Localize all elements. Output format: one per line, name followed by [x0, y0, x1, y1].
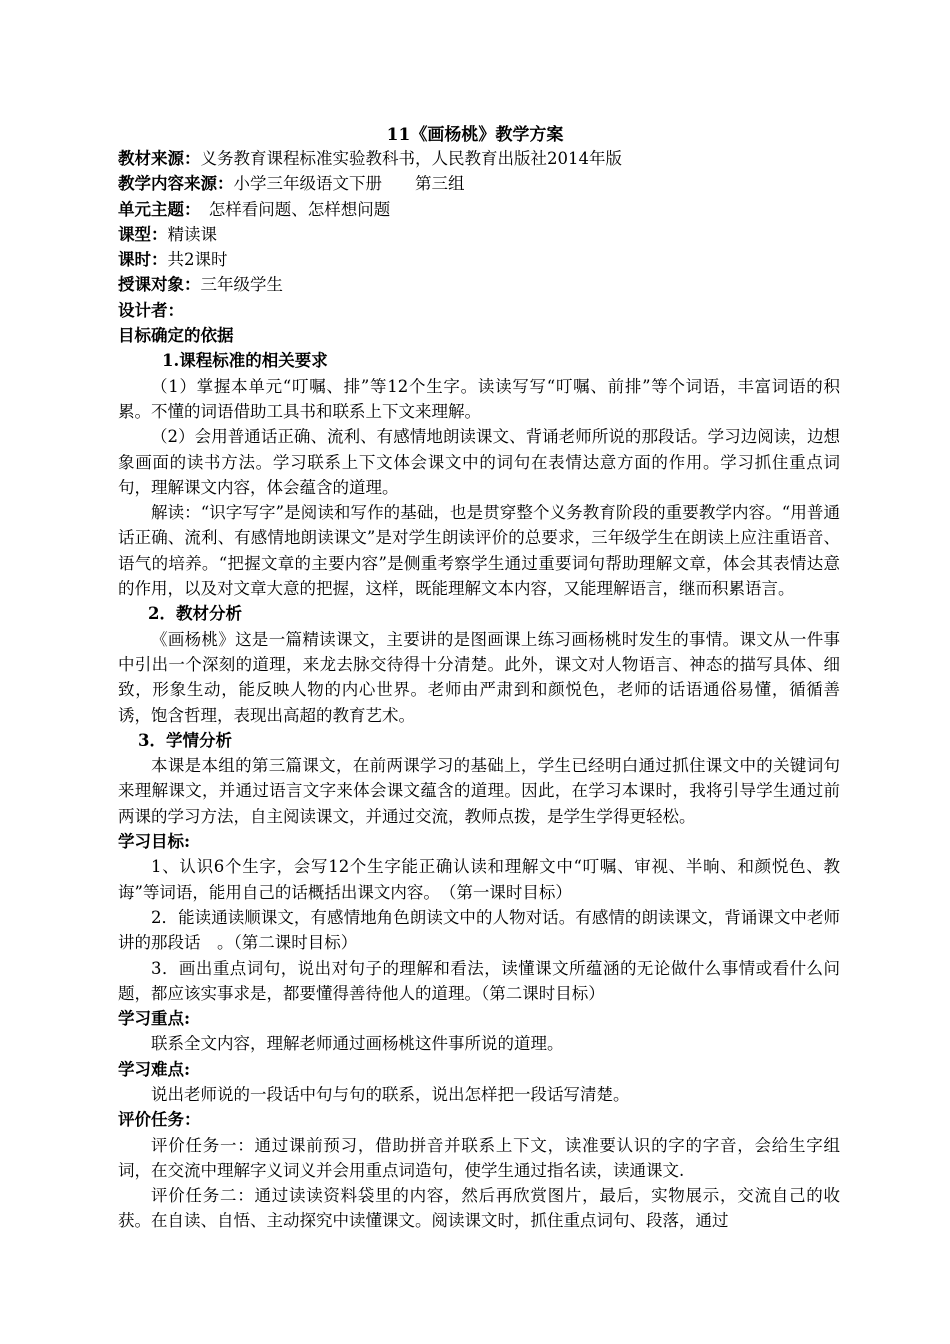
document-body	[118, 146, 840, 1234]
meta-row-unit-theme	[118, 197, 840, 222]
paragraph-focus: 联系全文内容，理解老师通过画杨桃这件事所说的道理。	[151, 1034, 564, 1054]
paragraph-learners: 本课是本组的第三篇课文，在前两课学习的基础上，学生已经明白通过抓住课文中的关键词句来理解课文，并通过语言文字来体会课文蕴含的道理。因此，在学习本课时，我将引导学生通过前两课的学习方法，自主阅读课文，并通过交流，教师点拨，是学生学得更轻松。	[118, 756, 840, 826]
meta-row-audience	[118, 272, 840, 297]
paragraph-standards-1: （1）掌握本单元“叮嘱、排”等12个生字。读读写写“叮嘱、前排”等个词语，丰富词语的积累。不懂的词语借助工具书和联系上下文来理解。	[118, 376, 840, 421]
section-heading-tasks: 评价任务：	[118, 1110, 201, 1130]
meta-value: 义务教育课程标准实验教科书，人民教育出版社2014年版	[200, 149, 622, 168]
subsection-heading-standards: 1.课程标准的相关要求	[162, 351, 328, 371]
task-2: 评价任务二：通过读读资料袋里的内容，然后再欣赏图片，最后，实物展示，交流自己的收获。在自读、自悟、主动探究中读懂课文。阅读课文时，抓住重点词句、段落，通过	[118, 1186, 840, 1231]
meta-value: 怎样看问题、怎样想问题	[192, 199, 391, 219]
document-title: 11《画杨桃》教学方案	[386, 125, 564, 145]
meta-row-designer	[118, 298, 840, 323]
meta-label: 课时：	[118, 250, 168, 270]
goal-3: 3．画出重点词句，说出对句子的理解和看法，读懂课文所蕴涵的无论做什么事情或看什么问题，都应该实事求是，都要懂得善待他人的道理。（第二课时目标）	[118, 958, 840, 1003]
section-heading-focus: 学习重点:	[118, 1009, 191, 1029]
meta-label: 课型：	[118, 224, 168, 244]
section-heading-goals: 学习目标:	[118, 832, 191, 852]
meta-label: 单元主题：	[118, 199, 193, 219]
meta-value: 小学三年级语文下册 第三组	[233, 174, 465, 194]
meta-row-periods	[118, 247, 840, 272]
goal-2: 2．能读通读顺课文，有感情地角色朗读文中的人物对话。有感情的朗读课文，背诵课文中老师讲的那段话 。（第二课时目标）	[118, 907, 840, 953]
section-heading-difficulty: 学习难点:	[118, 1059, 191, 1079]
paragraph-interpretation: 解读：“识字写字”是阅读和写作的基础，也是贯穿整个义务教育阶段的重要教学内容。“用普通话正确、流利、有感情地朗读课文”是对学生朗读评价的总要求，三年级学生在朗读上应注重语音、语气的培养。“把握文章的主要内容”是侧重考察学生通过重要词句帮助理解文章，体会其表情达意的作用，以及对文章大意的把握，这样，既能理解文本内容，又能理解语言，继而积累语言。	[118, 503, 840, 599]
goal-1: 1、认识6个生字，会写12个生字能正确认读和理解文中“叮嘱、审视、半晌、和颜悦色、教诲”等词语，能用自己的话概括出课文内容。 （第一课时目标）	[118, 857, 840, 902]
meta-row-lesson-type	[118, 222, 840, 247]
meta-value: 精读课	[167, 224, 217, 244]
meta-label: 教学内容来源：	[118, 174, 234, 194]
meta-label: 教材来源：	[118, 149, 201, 168]
meta-label: 授课对象：	[118, 275, 201, 295]
meta-value: 三年级学生	[200, 275, 283, 295]
meta-row-source	[118, 146, 840, 171]
paragraph-material: 《画杨桃》这是一篇精读课文，主要讲的是图画课上练习画杨桃时发生的事情。课文从一件事中引出一个深刻的道理，来龙去脉交待得十分清楚。此外，课文对人物语言、神态的描写具体、细致，形象生动，能反映人物的内心世界。老师由严肃到和颜悦色，老师的话语通俗易懂，循循善诱，饱含哲理，表现出高超的教育艺术。	[118, 629, 840, 725]
paragraph-difficulty: 说出老师说的一段话中句与句的联系，说出怎样把一段话写清楚。	[151, 1084, 630, 1104]
meta-value: 共2课时	[167, 250, 228, 270]
meta-label: 设计者：	[118, 300, 184, 320]
section-heading-basis: 目标确定的依据	[118, 326, 234, 346]
subsection-heading-learners: 3．学情分析	[138, 730, 232, 750]
paragraph-standards-2: （2）会用普通话正确、流利、有感情地朗读课文、背诵老师所说的那段话。学习边阅读，边想象画面的读书方法。学习联系上下文体会课文中的词句在表情达意方面的作用。学习抓住重点词句，理解课文内容，体会蕴含的道理。	[118, 427, 840, 497]
meta-row-content-source	[118, 171, 840, 196]
task-1: 评价任务一：通过课前预习，借助拼音并联系上下文，读准要认识的字的字音，会给生字组词，在交流中理解字义词义并会用重点词造句，使学生通过指名读，读通课文.	[118, 1135, 840, 1180]
subsection-heading-material: 2．教材分析	[148, 604, 242, 624]
